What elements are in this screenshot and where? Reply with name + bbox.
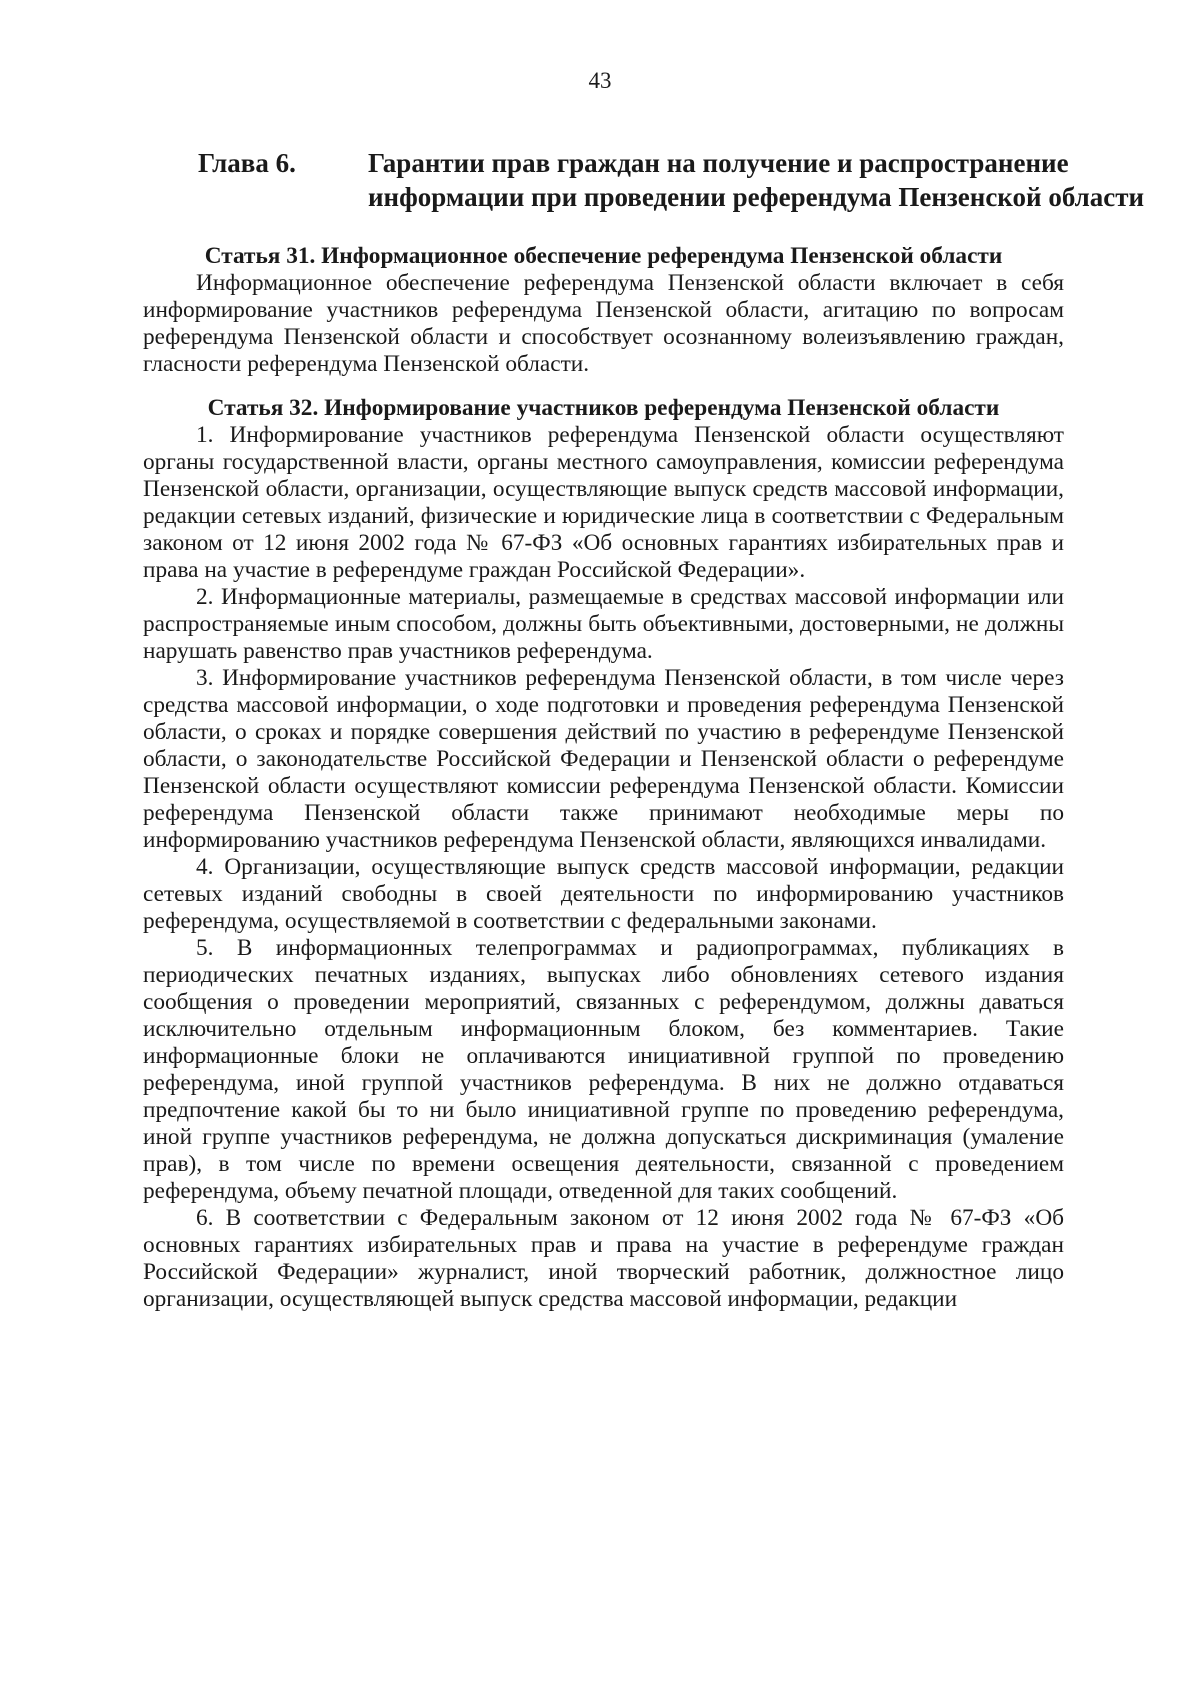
article-32-paragraph-3: 3. Информирование участников референдума Пензенской области, в том числе через средства массовой информации, о ходе подготовки и проведения референдума Пензенской области, о сроках и порядке совершения действий по участию в референдуме Пензенской области, о законодательстве Российской Федерации и Пензенской области о референдуме Пензенской области осуществляют комиссии референдума Пензенской области. Комиссии референдума Пензенской области также принимают необходимые меры по информированию участников референдума Пензенской области, являющихся инвалидами. [143, 665, 1064, 853]
article-32-paragraph-6: 6. В соответствии с Федеральным законом от 12 июня 2002 года № 67-ФЗ «Об основных гарантиях избирательных прав и права на участие в референдуме граждан Российской Федерации» журналист, иной творческий работник, должностное лицо организации, осуществляющей выпуск средства массовой информации, редакции [143, 1205, 1064, 1312]
article-32-paragraph-5: 5. В информационных телепрограммах и радиопрограммах, публикациях в периодических печатных изданиях, выпусках либо обновлениях сетевого издания сообщения о проведении мероприятий, связанных с референдумом, должны даваться исключительно отдельным информационным блоком, без комментариев. Такие информационные блоки не оплачиваются инициативной группой по проведению референдума, иной группой участников референдума. В них не должно отдаваться предпочтение какой бы то ни было инициативной группе по проведению референдума, иной группе участников референдума, не должна допускаться дискриминация (умаление прав), в том числе по времени освещения деятельности, связанной с проведением референдума, объему печатной площади, отведенной для таких сообщений. [143, 935, 1064, 1204]
article-32-title: Статья 32. Информирование участников референдума Пензенской области [207, 395, 1000, 421]
chapter-title: Гарантии прав граждан на получение и распространение информации при проведении референдума Пензенской области [368, 148, 1145, 212]
article-32-paragraph-2: 2. Информационные материалы, размещаемые в средствах массовой информации или распространяемые иным способом, должны быть объективными, достоверными, не должны нарушать равенство прав участников референдума. [143, 584, 1064, 664]
chapter-label: Глава 6. [198, 148, 296, 178]
article-32-paragraph-1: 1. Информирование участников референдума Пензенской области осуществляют органы государственной власти, органы местного самоуправления, комиссии референдума Пензенской области, организации, осуществляющие выпуск средств массовой информации, редакции сетевых изданий, физические и юридические лица в соответствии с Федеральным законом от 12 июня 2002 года № 67-ФЗ «Об основных гарантиях избирательных прав и права на участие в референдуме граждан Российской Федерации». [143, 422, 1064, 583]
article-31-paragraph: Информационное обеспечение референдума Пензенской области включает в себя информирование участников референдума Пензенской области, агитацию по вопросам референдума Пензенской области и способствует осознанному волеизъявлению граждан, гласности референдума Пензенской области. [143, 270, 1064, 377]
chapter-heading [198, 146, 1200, 214]
page-content [143, 146, 1145, 1313]
page-number: 43 [588, 68, 612, 93]
article-32-paragraph-4: 4. Организации, осуществляющие выпуск средств массовой информации, редакции сетевых изданий свободны в своей деятельности по информированию участников референдума, осуществляемой в соответствии с федеральными законами. [143, 854, 1064, 934]
article-31-title: Статья 31. Информационное обеспечение референдума Пензенской области [204, 243, 1003, 269]
